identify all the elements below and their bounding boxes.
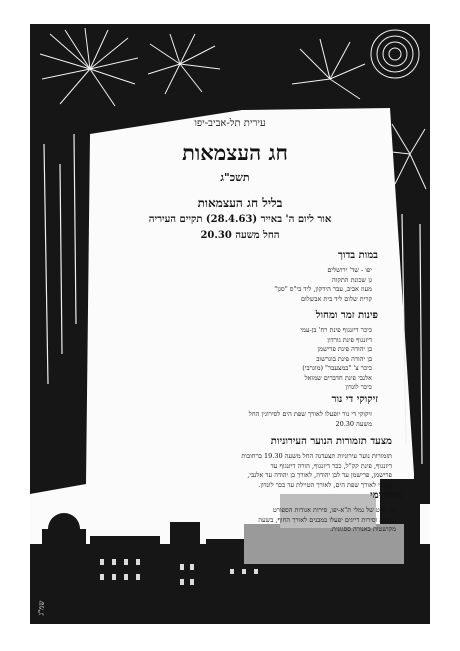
list-item: דיזנגוף פינת גורדון — [327, 335, 372, 344]
list-item: גן שכונת התקוה — [331, 275, 372, 284]
list-item: בן יהודה פינת פרישמן — [317, 345, 372, 353]
section-title-naval: מפגן ימי — [370, 490, 402, 501]
youth-text — [241, 452, 392, 490]
list-item: בן יהודה פינת בוגרשוב — [316, 354, 372, 363]
section-title-song: פינות זמר ומחול — [315, 310, 378, 321]
list-item: קרית שלום ליד בית אבשלום — [300, 294, 372, 303]
text-line: זיקוקי די נור יופעלו לאורך שפת הים לסירוגין החל — [248, 410, 372, 418]
stages-list — [274, 266, 372, 304]
list-item: כיכר צ' "במצעבר" (מוגרבי) — [302, 364, 372, 372]
intro-line-2: אור ליום ה' באייר (28.4.63) תקיים העיריה — [148, 214, 332, 225]
intro-line-1: בליל חג העצמאות — [197, 196, 283, 210]
list-item: כיכר לונדון — [345, 383, 372, 391]
text-line: הימיות וסירות דייגים יפעלו במבנים לאורך החוף, בשעה — [258, 515, 396, 524]
fireworks-text — [249, 410, 372, 429]
section-title-fireworks: זיקוקי די נור — [331, 394, 378, 405]
municipality-name: עירית תל-אביב-יפו — [194, 118, 266, 129]
text-line: משעה 20.30 — [335, 419, 372, 428]
list-item: מעוז אביב, עבר הירקון, ליד בי"ס "סגן" — [274, 285, 372, 293]
poster-sheet — [30, 24, 430, 624]
text-line: אלנבי לאורך שפת הים, לאורך הטיילת עד ככר לונדון. — [258, 480, 392, 489]
naval-text — [258, 506, 396, 535]
list-item: יפו - שד' ירושלים — [327, 266, 372, 274]
text-line: תזמורות נוער עירוניות תצעדנה החל משעה 19.30 ברחובות — [241, 452, 392, 460]
page-title: חג העצמאות — [182, 140, 288, 165]
text-line: דיזנגוף, פינת קק"ל, ככר דיזנגוף, הורה דיזנגוף עד — [270, 461, 392, 470]
text-line: פרישמן, פרישמן עד לבן יהודה, לאורך בן יהודה עד אלנבי, — [247, 471, 392, 479]
list-item: כיכר דיזנגוף פינת רח' בן-עמי — [300, 326, 372, 334]
section-title-youth: מצעד תזמורות הנוער העירוניות — [270, 436, 392, 447]
text-line: מקושטות באנורה ססגונית. — [329, 525, 396, 533]
section-title-stages: במות בדוך — [338, 250, 378, 261]
list-item: אלנבי פינת חדברים שמואל — [304, 373, 372, 382]
song-list — [300, 326, 372, 393]
year-label: תשכ"ג — [220, 171, 250, 184]
artist-signature: שמ"ג — [37, 600, 46, 616]
intro-line-3: החל משעה 20.30 — [200, 230, 280, 241]
text-line: כלי שיט של נמלי ת"א-יפו, סירות אגודות הספורט — [272, 506, 396, 514]
